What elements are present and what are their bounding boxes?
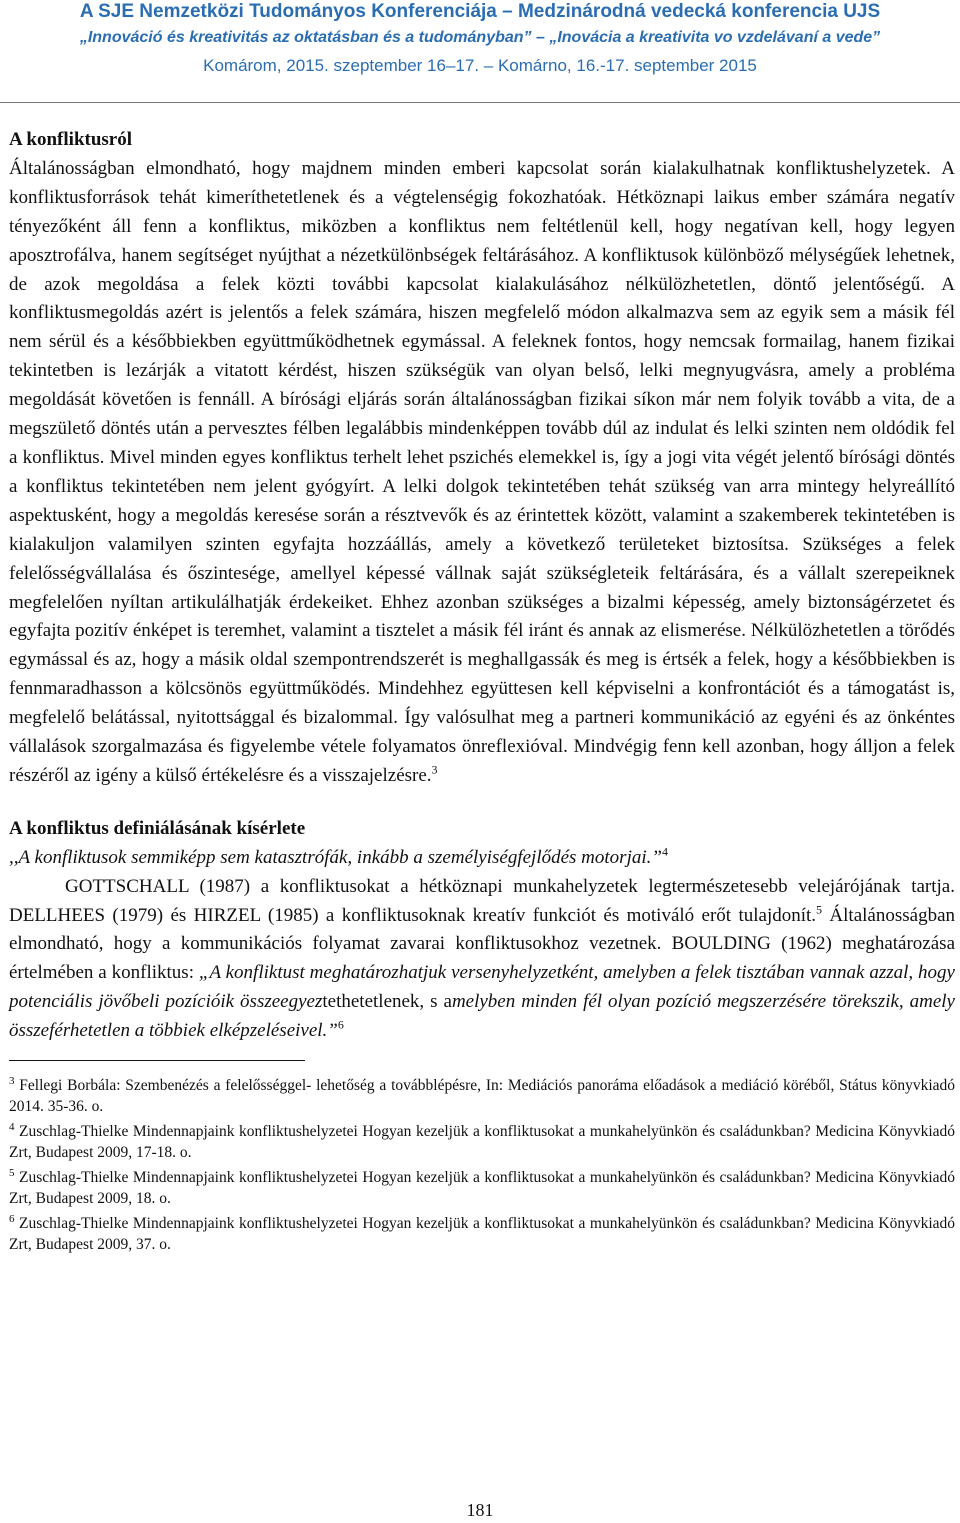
conference-motto: „Innováció és kreativitás az oktatásban és a tudományban” – „Inovácia a kreativita vo vzdelávaní a vede” [79, 29, 881, 46]
paragraph-text: Általánosságban elmondható, hogy a kommunikációs folyamat zavarai konfliktusokhoz vezetnek. BOULDING (1962) meghatározása értelmében a konfliktus: [9, 904, 956, 984]
definition-quote: melyben minden fél olyan pozíció megszerzésére törekszik, amely összeférhetetlen a többiek elképzeléseivel.” [9, 991, 955, 1042]
footnote-number: 5 [9, 1166, 15, 1179]
conference-header [0, 0, 960, 104]
body-paragraph [9, 155, 955, 791]
section-gap [9, 791, 955, 815]
footnote-separator [9, 1060, 305, 1061]
footnote-text: Zuschlag-Thielke Mindennapjaink konfliktushelyzetei Hogyan kezeljük a konfliktusokat a munkahelyünkön és családunkban? Medicina Könyvkiadó Zrt, Budapest 2009, 18. o. [9, 1169, 956, 1208]
conference-date-place: Komárom, 2015. szeptember 16–17. – Komárno, 16.-17. september 2015 [203, 56, 757, 75]
definition-quote: „A konfliktust meghatározhatjuk versenyhelyzetként, amelyben a felek tisztában vannak azzal, hogy potenciális jövőbeli pozícióik összeegyez [9, 962, 955, 1013]
footnote-number: 3 [9, 1074, 15, 1087]
section-title: A konfliktus definiálásának kísérlete [9, 817, 306, 839]
quote-text: ,,A konfliktusok semmiképp sem katasztrófák, inkább a személyiségfejlődés motorjai.” [9, 846, 662, 868]
footnote [9, 1167, 955, 1209]
epigraph-quote [9, 844, 955, 873]
footnote-ref: 5 [816, 902, 823, 917]
page-number: 181 [466, 1500, 494, 1520]
footnote-text: Zuschlag-Thielke Mindennapjaink konfliktushelyzetei Hogyan kezeljük a konfliktusokat a munkahelyünkön és családunkban? Medicina Könyvkiadó Zrt, Budapest 2009, 17-18. o. [9, 1123, 956, 1162]
paragraph-text: Általánosságban elmondható, hogy majdnem minden emberi kapcsolat során kialakulhatnak konfliktushelyzetek. A konfliktusforrások tehát kimeríthetetlenek és a végtelenségig fokozhatóak. Hétköznapi laikus ember számára negatív tényezőként áll fenn a konfliktus, miközben a konfliktus nem feltétlenül kell, hogy negatívan kell, hogy legyen aposztrofálva, hanem segítséget nyújthat a nézetkülönbségek feltárásához. A konfliktusok különböző mélységűek lehetnek, de azok megoldása a felek közti további kapcsolat kialakulásához nélkülözhetetlen, döntő jelentőségű. A konfliktusmegoldás azért is jelentős a felek számára, hiszen megfelelő módon alkalmazva sem az egyik sem a másik fél nem sérül és a későbbiekben együttműködhetnek egymással. A feleknek fontos, hogy nemcsak formailag, hanem fizikai tekintetben is lezárják a vitatott kérdést, hiszen szükségük van olyan belső, lelki megnyugvásra, amely a probléma megoldását követően is fennáll. A bírósági eljárás során általánosságban fizikai síkon már nem folyik tovább a vita, de a megszülető döntés után a pervesztes félben legalábbis mindenképpen tovább dúl az indulat és lelki szinten nem oldódik fel a konfliktus. Mivel minden egyes konfliktus terhelt lehet pszichés elemekkel is, így a jogi vita végét jelentő bírósági döntés a konfliktus tekintetében nem jelent gyógyírt. A lelki dolgok tekintetében tehát szükség van arra mintegy helyreállító aspektusként, hogy a megoldás keresése során a résztvevők és az érintettek között, valamint a szakemberek tekintetében is kialakuljon valamilyen szinten egyfajta hozzáállás, amely a következő területeket biztosítsa. Szükséges a felek felelősségvállalása és őszintesége, amellyel képessé vállnak saját szükségleteik feltárására, és a vállalt szerepeiknek megfelelően nyíltan artikulálhatják érdekeiket. Ehhez azonban szükséges a bizalmi képesség, amely biztonságérzetet és egyfajta pozitív énképet is teremhet, valamint a tisztelet a másik fél iránt és annak az elismerése. Nélkülözhetetlen a törődés egymással és az, hogy a másik oldal szempontrendszerét is meghallgassák és meg is értsék a felek, hogy a későbbiekben is fennmaradhasson a kölcsönös együttműködés. Mindehhez együttesen kell képviselni a konfrontációt és a támogatást is, megfelelő belátással, nyitottsággal és bizalommal. Így valósulhat meg a partneri kommunikáció az egyéni és az önkéntes vállalások szorgalmazása és figyelembe vétele folyamatos önreflexióval. Mindvégig fenn kell azonban, hogy álljon a felek részéről az igény a külső értékelésre és a visszajelzésre. [9, 157, 955, 786]
conference-title: A SJE Nemzetközi Tudományos Konferenciája – Medzinárodná vedecká konferencia UJS [79, 1, 881, 22]
body-paragraph [9, 873, 955, 1046]
section-title: A konfliktusról [9, 129, 133, 150]
footnote-text: Zuschlag-Thielke Mindennapjaink konfliktushelyzetei Hogyan kezeljük a konfliktusokat a munkahelyünkön és családunkban? Medicina Könyvkiadó Zrt, Budapest 2009, 37. o. [9, 1215, 956, 1254]
footnote-ref: 4 [661, 844, 668, 859]
footnote [9, 1213, 955, 1255]
footnote-ref: 3 [431, 762, 438, 777]
header-divider [0, 102, 960, 103]
footnote-number: 6 [9, 1212, 15, 1225]
footnote [9, 1075, 955, 1117]
footnote-text: Fellegi Borbála: Szembenézés a felelősséggel- lehetőség a továbblépésre, In: Mediációs panoráma előadások a mediáció köréből, Státus könyvkiadó 2014. 35-36. o. [9, 1077, 955, 1116]
paragraph-text: tethetetlenek, s a [322, 991, 452, 1013]
page-body [9, 126, 955, 1259]
footnote-number: 4 [9, 1120, 15, 1133]
paragraph-text: GOTTSCHALL (1987) a konfliktusokat a hétköznapi munkahelyzetek legtermészetesebb velejárójának tartja. DELLHEES (1979) és HIRZEL (1985) a konfliktusoknak kreatív funkciót és motiváló erőt tulajdonít. [9, 875, 955, 926]
footnote-ref: 6 [337, 1017, 344, 1032]
footnote [9, 1121, 955, 1163]
